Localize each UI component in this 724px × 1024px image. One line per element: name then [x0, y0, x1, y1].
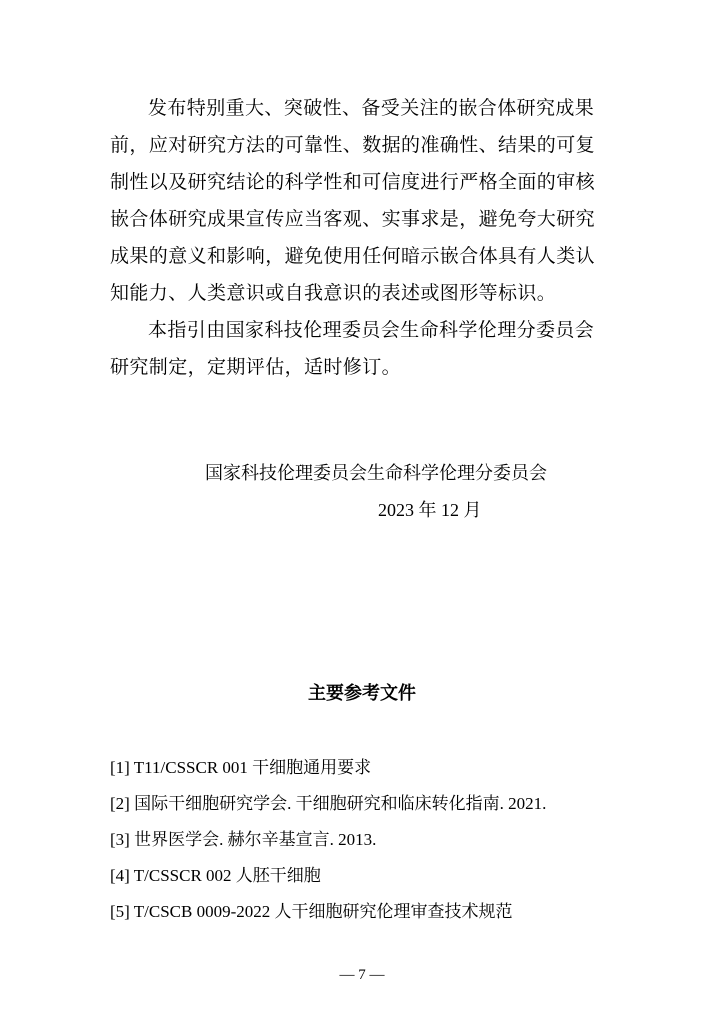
- body-line: 前，应对研究方法的可靠性、数据的准确性、结果的可复: [110, 134, 596, 156]
- body-line: 发布特别重大、突破性、备受关注的嵌合体研究成果: [148, 97, 595, 119]
- body-line: 研究制定，定期评估，适时修订。: [110, 356, 402, 378]
- reference-item: [5] T/CSCB 0009-2022 人干细胞研究伦理审查技术规范: [110, 902, 513, 921]
- body-line: 嵌合体研究成果宣传应当客观、实事求是，避免夸大研究: [110, 208, 596, 230]
- reference-item: [3] 世界医学会. 赫尔辛基宣言. 2013.: [110, 830, 377, 849]
- body-line: 成果的意义和影响，避免使用任何暗示嵌合体具有人类认: [110, 245, 596, 267]
- body-line: 本指引由国家科技伦理委员会生命科学伦理分委员会: [148, 319, 595, 341]
- body-line: 知能力、人类意识或自我意识的表述或图形等标识。: [110, 282, 557, 304]
- signature-organization: 国家科技伦理委员会生命科学伦理分委员会: [205, 463, 547, 484]
- reference-item: [1] T11/CSSCR 001 干细胞通用要求: [110, 758, 372, 777]
- body-line: 制性以及研究结论的科学性和可信度进行严格全面的审核: [110, 171, 596, 193]
- reference-item: [2] 国际干细胞研究学会. 干细胞研究和临床转化指南. 2021.: [110, 794, 547, 813]
- reference-item: [4] T/CSSCR 002 人胚干细胞: [110, 866, 321, 885]
- references-title: 主要参考文件: [308, 683, 416, 704]
- page-number: — 7 —: [339, 967, 385, 983]
- signature-date: 2023 年 12 月: [378, 500, 482, 520]
